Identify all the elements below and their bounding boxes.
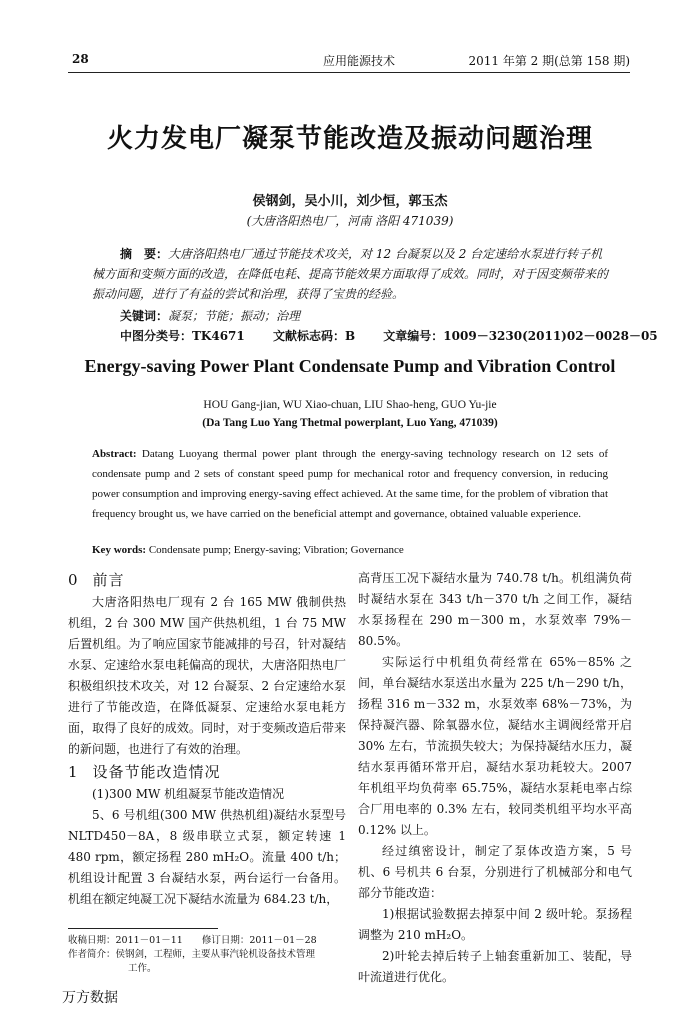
section-title: 前言 xyxy=(92,571,125,589)
journal-name: 应用能源技术 xyxy=(323,54,396,68)
running-header xyxy=(68,52,630,72)
keywords-english xyxy=(92,544,404,556)
abstract-label-chinese: 摘 要： xyxy=(120,247,169,261)
article-number: 文章编号：1009－3230(2011)02－0028－05 xyxy=(383,329,658,343)
authors-english: HOU Gang-jian, WU Xiao-chuan, LIU Shao-heng, GUO Yu-jie xyxy=(203,399,497,411)
title-chinese: 火力发电厂凝泵节能改造及振动问题治理 xyxy=(106,124,593,154)
section-number: 0 xyxy=(68,571,79,589)
keywords-text-chinese: 凝泵；节能；振动；治理 xyxy=(168,309,301,323)
title-english: Energy-saving Power Plant Condensate Pump and Vibration Control xyxy=(84,356,616,376)
footnote-bio-continued: 工作。 xyxy=(128,963,157,974)
authors-chinese: 侯钢剑，吴小川，刘少恒，郭玉杰 xyxy=(252,194,448,209)
footnote-bio: 作者简介：侯钢剑，工程师，主要从事汽轮机设备技术管理 xyxy=(68,949,316,960)
paragraph: 经过缜密设计，制定了泵体改造方案，5 号机、6 号机共 6 台泵，分别进行了机械部分和电气部分节能改造： xyxy=(358,844,632,900)
watermark: 万方数据 xyxy=(62,990,118,1006)
footnote xyxy=(68,934,348,976)
affiliation-chinese: (大唐洛阳热电厂，河南 洛阳 471039) xyxy=(246,214,454,228)
section-heading-retrofit xyxy=(68,760,346,784)
section-title: 设备节能改造情况 xyxy=(92,763,221,781)
body-column-left xyxy=(68,568,346,910)
keywords-chinese xyxy=(120,307,300,324)
keywords-text-english: Condensate pump; Energy-saving; Vibration; Governance xyxy=(146,544,404,556)
issue-info: 2011 年第 2 期(总第 158 期) xyxy=(468,54,630,68)
footnote-rule xyxy=(68,928,218,929)
paragraph: 实际运行中机组负荷经常在 65%－85% 之间，单台凝结水泵送出水量为 225 t/h－290 t/h，扬程 316 m－332 m，水泵效率 68%－73%，为保持凝汽器、除氧器水位，凝结水主调阀经常开启 30% 左右，节流损失较大；为保持凝结水压力，凝结水泵再循环常开启，凝结水泵功耗较大。2007 年机组平均负荷率 65.75%，凝结水泵耗电率占综合厂用电率的 0.3% 左右，较同类机组平均水平高 0.12% 以上。 xyxy=(358,655,632,837)
abstract-text-english: Datang Luoyang thermal power plant through the energy-saving technology research on 12 sets of condensate pump and 2 sets of constant speed pump for mechanical rotor and frequency conversion, in reducing power consumption and improving energy-saving effect achieved. At the same time, for the problem of vibration that frequency brought us, we have carried on the beneficial attempt and governance, obtained valuable experience. xyxy=(92,448,608,520)
classification-line xyxy=(120,327,682,344)
keywords-label-chinese: 关键词： xyxy=(120,309,169,323)
abstract-label-english: Abstract: xyxy=(92,448,137,460)
clc-number: 中图分类号：TK4671 xyxy=(120,329,245,343)
page-number: 28 xyxy=(72,52,89,66)
section-heading-intro xyxy=(68,568,346,592)
abstract-chinese xyxy=(92,244,608,304)
list-item: 2)叶轮去掉后转子上轴套重新加工、装配，导叶流道进行优化。 xyxy=(358,949,632,984)
affiliation-english: (Da Tang Luo Yang Thetmal powerplant, Luo Yang, 471039) xyxy=(202,417,498,429)
list-item: 1)根据试验数据去掉泵中间 2 级叶轮。泵扬程调整为 210 mH₂O。 xyxy=(358,907,632,942)
subsection-heading: (1)300 MW 机组凝泵节能改造情况 xyxy=(92,787,285,801)
document-code: 文献标志码：B xyxy=(272,329,356,343)
header-rule xyxy=(68,72,630,73)
paragraph: 高背压工况下凝结水量为 740.78 t/h。机组满负荷时凝结水泵在 343 t/h－370 t/h 之间工作，凝结水泵扬程在 290 m－300 m，水泵效率 79%－80.5%。 xyxy=(358,571,632,648)
keywords-label-english: Key words: xyxy=(92,544,147,556)
paragraph: 5、6 号机组(300 MW 供热机组)凝结水泵型号 NLTD450－8A，8 级串联立式泵，额定转速 1 480 rpm，额定扬程 280 mH₂O。流量 400 t/h；机组设计配置 3 台凝结水泵，两台运行一台备用。机组在额定纯凝工况下凝结水流量为 684.23 t/h， xyxy=(68,808,346,906)
paragraph: 大唐洛阳热电厂现有 2 台 165 MW 俄制供热机组，2 台 300 MW 国产供热机组，1 台 75 MW 后置机组。为了响应国家节能减排的号召，针对凝结水泵、定速给水泵电耗偏高的现状，大唐洛阳热电厂积极组织技术攻关，对 12 台凝泵、2 台定速给水泵进行了节能改造，在降低凝泵、定速给水泵电耗方面，取得了良好的成效。同时，对于变频改造后带来的新问题，也进行了有效的治理。 xyxy=(68,595,346,756)
section-number: 1 xyxy=(68,763,79,781)
abstract-text-chinese: 大唐洛阳热电厂通过节能技术攻关，对 12 台凝泵以及 2 台定速给水泵进行转子机械方面和变频方面的改造，在降低电耗、提高节能效果方面取得了成效。同时，对于因变频带来的振动问题，进行了有益的尝试和治理，获得了宝贵的经验。 xyxy=(92,247,609,301)
abstract-english xyxy=(92,444,608,524)
footnote-dates: 收稿日期：2011－01－11 修订日期：2011－01－28 xyxy=(68,935,317,946)
body-column-right xyxy=(358,568,632,988)
